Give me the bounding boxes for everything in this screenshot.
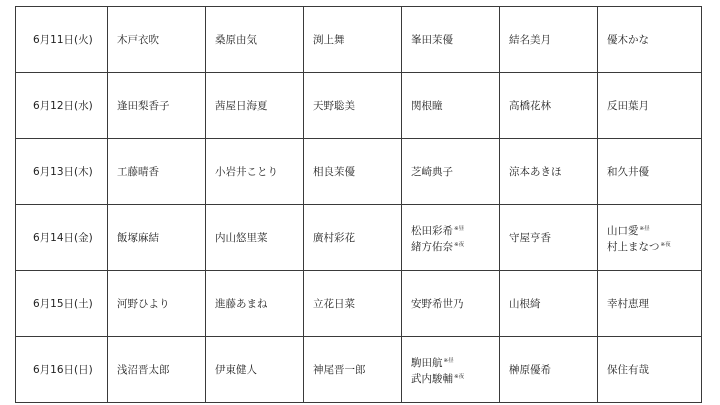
date-cell: 6月15日(土) bbox=[16, 271, 108, 337]
name-cell bbox=[500, 139, 598, 205]
date-cell: 6月12日(水) bbox=[16, 73, 108, 139]
performer-entry bbox=[607, 165, 701, 179]
performer-entry bbox=[509, 33, 597, 47]
name-cell bbox=[108, 271, 206, 337]
table-row bbox=[16, 73, 702, 139]
performance-note: ※夜 bbox=[454, 373, 465, 380]
performer-name: 保住有哉 bbox=[607, 363, 649, 376]
performer-name: 木戸衣吹 bbox=[117, 33, 159, 46]
performer-name: 立花日菜 bbox=[313, 297, 355, 310]
performer-name: 桑原由気 bbox=[215, 33, 257, 46]
performer-entry bbox=[313, 231, 401, 245]
name-cell bbox=[304, 271, 402, 337]
performer-name: 進藤あまね bbox=[215, 297, 268, 310]
performer-entry bbox=[117, 99, 205, 113]
performer-name: 守屋亨香 bbox=[509, 231, 551, 244]
performer-entry bbox=[509, 165, 597, 179]
performer-entry bbox=[117, 231, 205, 245]
performer-name: 幸村恵理 bbox=[607, 297, 649, 310]
name-cell bbox=[206, 337, 304, 403]
performer-entry bbox=[215, 297, 303, 311]
name-cell bbox=[108, 7, 206, 73]
performance-note: ※夜 bbox=[454, 241, 465, 248]
performer-name: 高橋花林 bbox=[509, 99, 551, 112]
name-cell bbox=[598, 337, 702, 403]
name-cell bbox=[108, 205, 206, 271]
performer-entry bbox=[411, 165, 499, 179]
name-cell bbox=[304, 205, 402, 271]
performer-name: 相良茉優 bbox=[313, 165, 355, 178]
date-cell: 6月16日(日) bbox=[16, 337, 108, 403]
performer-name: 駒田航 bbox=[411, 356, 443, 369]
performer-name: 山根綺 bbox=[509, 297, 541, 310]
name-cell bbox=[598, 139, 702, 205]
performer-entry bbox=[509, 99, 597, 113]
table-row bbox=[16, 139, 702, 205]
name-cell bbox=[500, 205, 598, 271]
performer-name: 工藤晴香 bbox=[117, 165, 159, 178]
performer-entry bbox=[215, 165, 303, 179]
performer-entry bbox=[313, 99, 401, 113]
name-cell bbox=[500, 73, 598, 139]
name-cell bbox=[304, 337, 402, 403]
performer-entry bbox=[117, 165, 205, 179]
performer-entry bbox=[313, 297, 401, 311]
name-cell bbox=[500, 7, 598, 73]
performer-name: 関根瞳 bbox=[411, 99, 443, 112]
performer-entry bbox=[215, 33, 303, 47]
performer-name: 神尾晋一郎 bbox=[313, 363, 366, 376]
performer-entry bbox=[411, 222, 499, 238]
performer-name: 涼本あきほ bbox=[509, 165, 562, 178]
name-cell bbox=[206, 271, 304, 337]
name-cell bbox=[402, 73, 500, 139]
name-cell bbox=[206, 139, 304, 205]
performer-entry bbox=[607, 222, 701, 238]
name-cell bbox=[206, 7, 304, 73]
performer-name: 山口愛 bbox=[607, 224, 639, 237]
performer-name: 松田彩希 bbox=[411, 224, 453, 237]
name-cell bbox=[402, 205, 500, 271]
schedule-table bbox=[15, 6, 702, 403]
date-cell: 6月11日(火) bbox=[16, 7, 108, 73]
performer-entry bbox=[411, 33, 499, 47]
name-cell bbox=[402, 139, 500, 205]
name-cell bbox=[500, 271, 598, 337]
performer-entry bbox=[215, 231, 303, 245]
performer-name: 逢田梨香子 bbox=[117, 99, 170, 112]
performance-note: ※昼 bbox=[443, 357, 454, 364]
performer-entry bbox=[411, 99, 499, 113]
performer-entry bbox=[215, 99, 303, 113]
name-cell bbox=[500, 337, 598, 403]
name-cell bbox=[598, 205, 702, 271]
performer-name: 芝崎典子 bbox=[411, 165, 453, 178]
date-cell: 6月13日(木) bbox=[16, 139, 108, 205]
name-cell bbox=[108, 73, 206, 139]
performance-note: ※昼 bbox=[639, 225, 650, 232]
name-cell bbox=[402, 271, 500, 337]
name-cell bbox=[206, 73, 304, 139]
table-row bbox=[16, 205, 702, 271]
performer-entry bbox=[411, 297, 499, 311]
performer-entry bbox=[411, 370, 499, 386]
performer-entry bbox=[411, 354, 499, 370]
performer-name: 浅沼晋太郎 bbox=[117, 363, 170, 376]
name-cell bbox=[304, 7, 402, 73]
performer-name: 結名美月 bbox=[509, 33, 551, 46]
performer-entry bbox=[607, 33, 701, 47]
performer-entry bbox=[509, 231, 597, 245]
performer-name: 優木かな bbox=[607, 33, 649, 46]
table-row bbox=[16, 337, 702, 403]
name-cell bbox=[598, 7, 702, 73]
performer-name: 安野希世乃 bbox=[411, 297, 464, 310]
performer-entry bbox=[607, 363, 701, 377]
performer-entry bbox=[509, 363, 597, 377]
performer-entry bbox=[313, 33, 401, 47]
performer-name: 村上まなつ bbox=[607, 240, 660, 253]
name-cell bbox=[304, 139, 402, 205]
performer-name: 榊原優希 bbox=[509, 363, 551, 376]
performer-name: 茜屋日海夏 bbox=[215, 99, 268, 112]
performer-entry bbox=[117, 363, 205, 377]
performer-entry bbox=[117, 33, 205, 47]
performer-name: 内山悠里菜 bbox=[215, 231, 268, 244]
performer-entry bbox=[607, 297, 701, 311]
performer-entry bbox=[117, 297, 205, 311]
name-cell bbox=[598, 73, 702, 139]
performer-entry bbox=[607, 99, 701, 113]
performer-entry bbox=[313, 165, 401, 179]
name-cell bbox=[304, 73, 402, 139]
performer-entry bbox=[215, 363, 303, 377]
name-cell bbox=[598, 271, 702, 337]
performer-name: 緒方佑奈 bbox=[411, 240, 453, 253]
performer-entry bbox=[607, 238, 701, 254]
name-cell bbox=[206, 205, 304, 271]
performer-name: 峯田茉優 bbox=[411, 33, 453, 46]
name-cell bbox=[402, 7, 500, 73]
performer-entry bbox=[509, 297, 597, 311]
performance-note: ※夜 bbox=[660, 241, 671, 248]
table-row bbox=[16, 271, 702, 337]
performer-name: 渕上舞 bbox=[313, 33, 345, 46]
performer-name: 天野聡美 bbox=[313, 99, 355, 112]
performer-name: 武内駿輔 bbox=[411, 372, 453, 385]
performance-note: ※昼 bbox=[454, 225, 465, 232]
performer-name: 河野ひより bbox=[117, 297, 170, 310]
name-cell bbox=[108, 139, 206, 205]
performer-name: 廣村彩花 bbox=[313, 231, 355, 244]
table-row bbox=[16, 7, 702, 73]
schedule-body bbox=[16, 7, 702, 403]
performer-name: 小岩井ことり bbox=[215, 165, 278, 178]
date-cell: 6月14日(金) bbox=[16, 205, 108, 271]
name-cell bbox=[402, 337, 500, 403]
performer-name: 飯塚麻結 bbox=[117, 231, 159, 244]
performer-name: 和久井優 bbox=[607, 165, 649, 178]
name-cell bbox=[108, 337, 206, 403]
performer-name: 伊東健人 bbox=[215, 363, 257, 376]
performer-entry bbox=[313, 363, 401, 377]
performer-name: 反田葉月 bbox=[607, 99, 649, 112]
performer-entry bbox=[411, 238, 499, 254]
